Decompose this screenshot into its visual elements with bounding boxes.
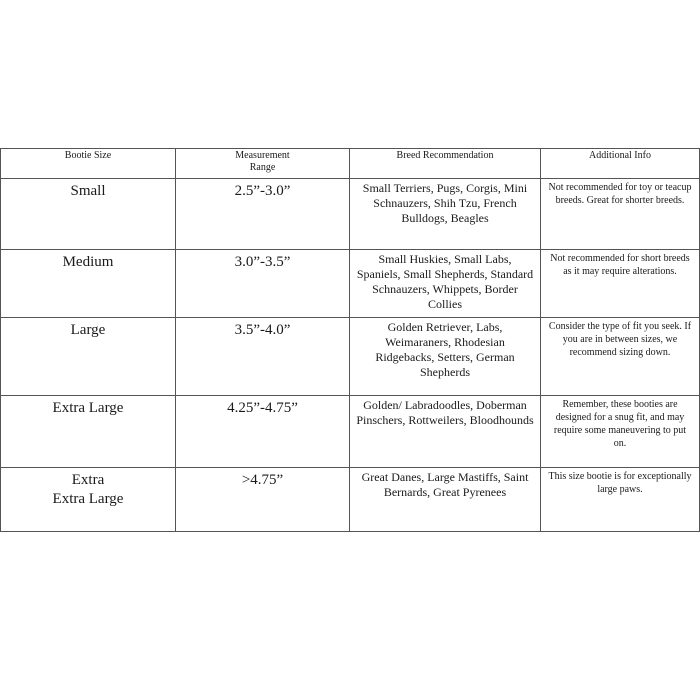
breed-cell: Great Danes, Large Mastiffs, Saint Bernards, Great Pyrenees [350,468,541,532]
size-cell: Extra Large [1,396,176,468]
size-cell: Extra Extra Large [1,468,176,532]
breed-cell: Golden Retriever, Labs, Weimaraners, Rhodesian Ridgebacks, Setters, German Shepherds [350,318,541,396]
measurement-cell: 4.25”-4.75” [176,396,350,468]
size-cell: Small [1,179,176,250]
measurement-cell: 2.5”-3.0” [176,179,350,250]
size-cell: Large [1,318,176,396]
header-measurement-range: Measurement Range [176,149,350,179]
info-cell: Not recommended for toy or teacup breeds. Great for shorter breeds. [541,179,700,250]
bootie-size-table [0,148,700,532]
header-breed-recommendation: Breed Recommendation [350,149,541,179]
table-header-row [1,149,700,179]
measurement-cell: 3.5”-4.0” [176,318,350,396]
measurement-cell: >4.75” [176,468,350,532]
breed-cell: Golden/ Labradoodles, Doberman Pinschers, Rottweilers, Bloodhounds [350,396,541,468]
breed-cell: Small Huskies, Small Labs, Spaniels, Small Shepherds, Standard Schnauzers, Whippets, Border Collies [350,250,541,318]
table-row [1,468,700,532]
header-bootie-size: Bootie Size [1,149,176,179]
info-cell: This size bootie is for exceptionally large paws. [541,468,700,532]
table-row [1,396,700,468]
breed-cell: Small Terriers, Pugs, Corgis, Mini Schnauzers, Shih Tzu, French Bulldogs, Beagles [350,179,541,250]
measurement-cell: 3.0”-3.5” [176,250,350,318]
table-row [1,250,700,318]
size-chart [0,148,700,532]
info-cell: Remember, these booties are designed for a snug fit, and may require some maneuvering to put on. [541,396,700,468]
header-additional-info: Additional Info [541,149,700,179]
table-row [1,318,700,396]
size-cell: Medium [1,250,176,318]
info-cell: Consider the type of fit you seek. If you are in between sizes, we recommend sizing down. [541,318,700,396]
info-cell: Not recommended for short breeds as it may require alterations. [541,250,700,318]
table-row [1,179,700,250]
